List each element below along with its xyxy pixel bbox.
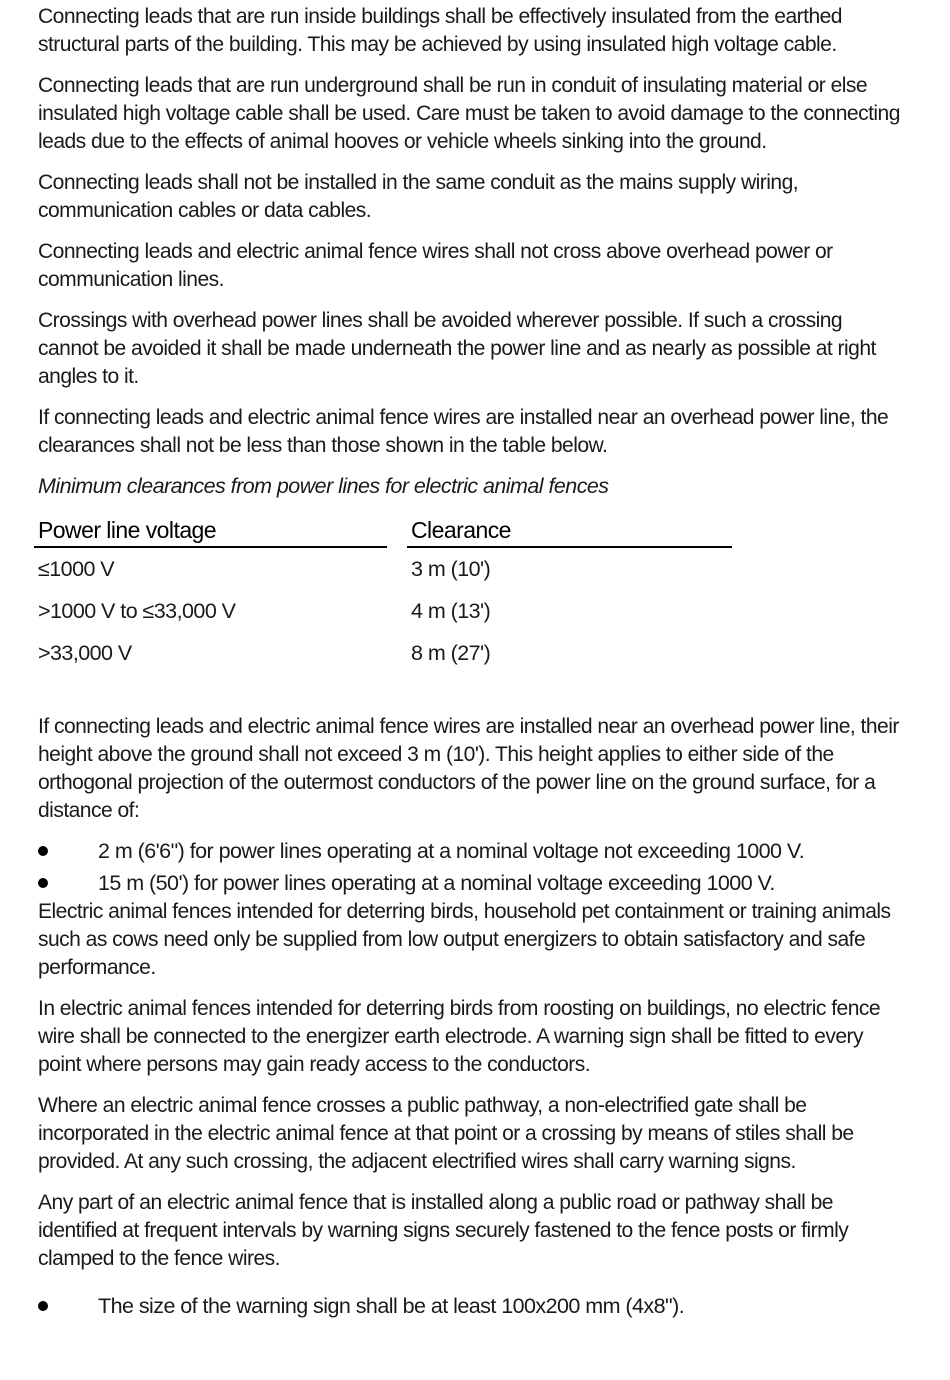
list-item <box>38 869 918 897</box>
bullet-icon <box>38 846 48 856</box>
paragraph-bird-deterrent: In electric animal fences intended for deterring birds from roosting on buildings, no electric fence wire shall be connected to the energizer earth electrode. A warning sign shall be fitted to every point where persons may gain ready access to the conductors. <box>38 996 881 1076</box>
list-item-text: The size of the warning sign shall be at least 100x200 mm (4x8"). <box>98 1294 685 1318</box>
list-item-text: 15 m (50') for power lines operating at a nominal voltage exceeding 1000 V. <box>98 871 775 895</box>
header-power-line-voltage: Power line voltage <box>34 512 387 547</box>
paragraph-clearances-intro: If connecting leads and electric animal fence wires are installed near an overhead power line, the clearances shall not be less than those shown in the table below. <box>38 405 889 457</box>
height-distance-list <box>38 837 918 897</box>
paragraph-low-output-energizers: Electric animal fences intended for deterring birds, household pet containment or training animals such as cows need only be supplied from low output energizers to obtain satisfactory and safe performance. <box>38 899 891 979</box>
document-page <box>38 2 918 1324</box>
header-spacer <box>387 512 407 547</box>
clearance-table <box>34 512 732 674</box>
spacer-cell <box>387 590 407 632</box>
table-caption: Minimum clearances from power lines for electric animal fences <box>38 474 609 498</box>
bullet-icon <box>38 1301 48 1311</box>
paragraph-warning-signs: Any part of an electric animal fence that is installed along a public road or pathway shall be identified at frequent intervals by warning signs securely fastened to the fence posts or firmly clamped to the fence wires. <box>38 1190 849 1270</box>
spacer-cell <box>387 547 407 590</box>
list-item <box>38 837 918 865</box>
voltage-cell: >33,000 V <box>38 640 132 665</box>
clearance-cell: 3 m (10') <box>411 556 491 581</box>
table-header-row <box>34 512 732 547</box>
spacer-cell <box>387 632 407 674</box>
paragraph-conduit-sharing: Connecting leads shall not be installed in the same conduit as the mains supply wiring, communication cables or data cables. <box>38 170 799 222</box>
paragraph-no-crossing-above: Connecting leads and electric animal fence wires shall not cross above overhead power or communication lines. <box>38 239 833 291</box>
table-row <box>34 632 732 674</box>
paragraph-crossings: Crossings with overhead power lines shall be avoided wherever possible. If such a crossing cannot be avoided it shall be made underneath the power line and as nearly as possible at right angles to it. <box>38 308 876 388</box>
paragraph-height-limit: If connecting leads and electric animal fence wires are installed near an overhead power line, their height above the ground shall not exceed 3 m (10'). This height applies to either side of the orthogonal projection of the outermost conductors of the power line on the ground surface, for a distance of: <box>38 714 899 822</box>
bullet-icon <box>38 878 48 888</box>
clearance-cell: 8 m (27') <box>411 640 491 665</box>
table-row <box>34 547 732 590</box>
voltage-cell: ≤1000 V <box>38 556 115 581</box>
paragraph-underground-leads: Connecting leads that are run underground shall be run in conduit of insulating material or else insulated high voltage cable shall be used. Care must be taken to avoid damage to the connecting leads due to the effects of animal hooves or vehicle wheels sinking into the ground. <box>38 73 900 153</box>
list-item-text: 2 m (6'6") for power lines operating at a nominal voltage not exceeding 1000 V. <box>98 839 805 863</box>
warning-sign-list <box>38 1292 918 1320</box>
list-item <box>38 1292 918 1320</box>
voltage-cell: >1000 V to ≤33,000 V <box>38 598 236 623</box>
header-clearance: Clearance <box>407 512 732 547</box>
table-row <box>34 590 732 632</box>
paragraph-indoor-leads: Connecting leads that are run inside buildings shall be effectively insulated from the earthed structural parts of the building. This may be achieved by using insulated high voltage cable. <box>38 4 842 56</box>
paragraph-public-pathway: Where an electric animal fence crosses a public pathway, a non-electrified gate shall be incorporated in the electric animal fence at that point or a crossing by means of stiles shall be provided. At any such crossing, the adjacent electrified wires shall carry warning signs. <box>38 1093 854 1173</box>
clearance-cell: 4 m (13') <box>411 598 491 623</box>
